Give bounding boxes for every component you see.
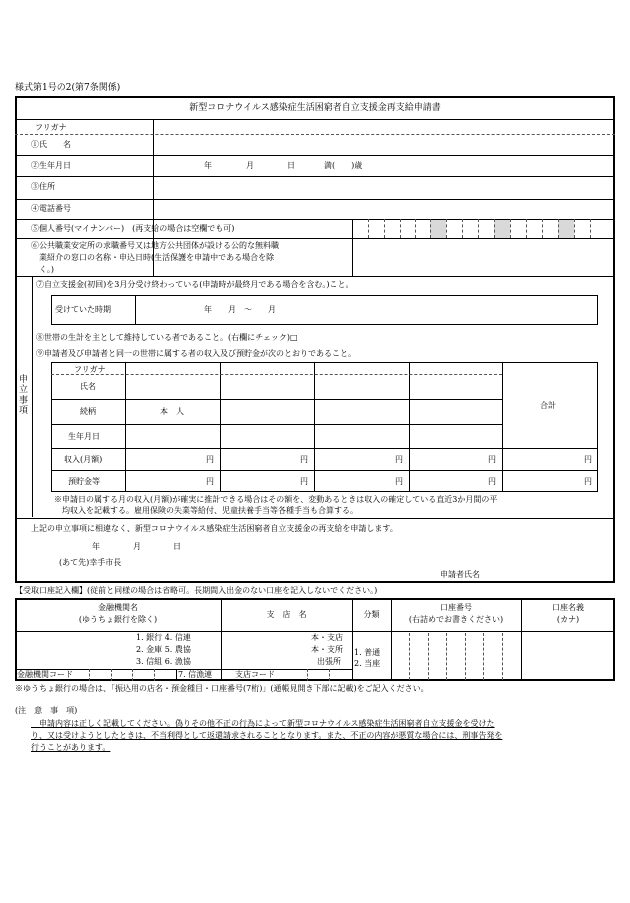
yen-unit: 円 (300, 477, 308, 486)
job-search-label-2: 業紹介の窓口の名称・申込日時(生活保護を申請中である場合を除 (31, 253, 275, 262)
bank-holder-subheader: (カナ) (556, 615, 580, 624)
declaration-text: 上記の申立事項に相違なく、新型コロナウイルス感染症生活困窮者自立支援金の再支給を申請します。 (31, 524, 398, 533)
yen-unit: 円 (488, 455, 496, 464)
period-label: 受けていた時期 (55, 305, 111, 314)
yen-unit: 円 (395, 477, 403, 486)
account-type-option-1: 1. 普通 (354, 648, 381, 657)
household-member-4-cells[interactable] (411, 364, 500, 490)
institution-option-7: 7. 信漁連 (178, 670, 213, 679)
declaration-year-unit: 年 (92, 542, 100, 551)
account-number-input[interactable] (392, 633, 520, 680)
bank-institution-header: 金融機関名 (98, 603, 138, 612)
mynumber-boxes[interactable] (352, 219, 615, 238)
branch-option-3: 出張所 (317, 657, 341, 666)
mynumber-label: ⑤個人番号(マイナンバー) (再支給の場合は空欄でも可) (31, 224, 235, 233)
caution-line-1: 申請内容は正しく記載してください。偽りその他不正の行為によって新型コロナウイルス感染症生活困窮者自立支援金を受けた (31, 719, 495, 728)
yen-unit: 円 (206, 477, 214, 486)
furigana-input[interactable] (155, 121, 613, 133)
yucho-note: ※ゆうちょ銀行の場合は、「振込用の店名・預金種目・口座番号(7桁)」(通帳見開き下部に記載)をご記入ください。 (15, 684, 429, 693)
household-furigana-label: フリガナ (74, 365, 106, 374)
declaration-date-input[interactable] (60, 540, 190, 553)
household-member-1-cells[interactable] (127, 364, 218, 490)
item8-text: ⑧世帯の生計を主として維持している者であること。(右欄にチェック)□ (36, 333, 298, 342)
bank-type-header: 分類 (363, 610, 380, 619)
household-birth-label: 生年月日 (68, 432, 100, 441)
household-relation-self: 本 人 (160, 407, 184, 416)
household-total-label: 合計 (540, 401, 556, 410)
declaration-day-unit: 日 (173, 542, 181, 551)
branch-code-label: 支店コード (235, 670, 275, 679)
institution-option-1: 1. 銀行 4. 信連 (136, 633, 191, 642)
declaration-section-label (15, 375, 32, 416)
yen-unit: 円 (300, 455, 308, 464)
institution-option-3: 3. 信組 6. 漁協 (136, 657, 191, 666)
form-number: 様式第1号の2(第7条関係) (15, 83, 121, 93)
household-member-3-cells[interactable] (316, 364, 407, 490)
addressee: (あて先)幸手市長 (59, 558, 122, 567)
household-total-cells[interactable] (504, 450, 596, 490)
yen-unit: 円 (395, 455, 403, 464)
branch-code-input[interactable] (290, 670, 351, 680)
bank-section-header: 【受取口座記入欄】(従前と同様の場合は省略可。長期間入出金のない口座を記入しないでください。) (15, 586, 378, 595)
household-name-label: 氏名 (80, 382, 96, 391)
job-search-label-3: く。) (31, 265, 54, 274)
household-relation-label: 続柄 (80, 407, 96, 416)
name-label: ①氏 名 (31, 140, 71, 149)
branch-option-2: 本・支所 (311, 645, 343, 654)
name-input[interactable] (155, 136, 613, 154)
yen-unit: 円 (584, 477, 592, 486)
period-input[interactable] (137, 297, 596, 323)
bank-institution-subheader: (ゆうちょ銀行を除く) (78, 615, 158, 624)
institution-option-2: 2. 金庫 5. 農協 (136, 645, 191, 654)
address-label: ③住所 (31, 182, 55, 191)
institution-code-label: 金融機関コード (17, 670, 73, 679)
yen-unit: 円 (584, 455, 592, 464)
declaration-month-unit: 月 (133, 542, 141, 551)
account-type-option-2: 2. 当座 (354, 659, 381, 668)
job-search-input[interactable] (354, 240, 613, 275)
bank-account-subheader: (右詰めでお書きください) (408, 615, 504, 624)
household-member-2-cells[interactable] (222, 364, 312, 490)
period-value: 年 月 ～ 月 (204, 305, 276, 314)
item7-text: ⑦自立支援金(初回)を3月分受け終わっている(申請時が最終月である場合を含む。)こと。 (36, 280, 354, 289)
bank-account-header: 口座番号 (440, 603, 472, 612)
caution-title: (注 意 事 項) (15, 706, 78, 715)
institution-name-input[interactable] (17, 633, 127, 668)
applicant-name-input[interactable] (490, 566, 610, 580)
birth-age-unit: 満( )歳 (324, 161, 363, 170)
form-title: 新型コロナウイルス感染症生活困窮者自立支援金再支給申請書 (189, 103, 441, 113)
birth-day-unit: 日 (287, 161, 295, 170)
caution-line-2: り、又は受けようとしたときは、不当利得として返還請求されることとなります。また、不正の内容が悪質な場合には、刑事告発を (31, 731, 503, 740)
job-search-label-1: ⑥公共職業安定所の求職番号又は地方公共団体が設ける公的な無料職 (31, 241, 279, 250)
birthdate-label: ②生年月日 (31, 161, 71, 170)
branch-option-1: 本・支店 (311, 633, 343, 642)
birth-month-unit: 月 (246, 161, 254, 170)
item9-text: ⑨申請者及び申請者と同一の世帯に属する者の収入及び預貯金が次のとおりであること。 (36, 349, 356, 358)
account-holder-input[interactable] (523, 633, 613, 680)
income-note-2: 均収入を記載する。雇用保険の失業等給付、児童扶養手当等各種手当も合算する。 (54, 506, 358, 515)
bank-branch-header: 支 店 名 (266, 610, 307, 619)
phone-label: ④電話番号 (31, 204, 71, 213)
applicant-name-label: 申請者氏名 (440, 570, 480, 579)
income-note-1: ※申請日の属する月の収入(月額)が確実に推計できる場合はその額を、変動あるときは収入の確定している直近3か月間の平 (54, 495, 498, 504)
birthdate-input[interactable] (155, 157, 613, 175)
birth-year-unit: 年 (204, 161, 212, 170)
yen-unit: 円 (488, 477, 496, 486)
household-savings-label: 預貯金等 (68, 477, 100, 486)
declaration-section-text: 申立事項 (19, 375, 29, 417)
yen-unit: 円 (206, 455, 214, 464)
furigana-label: フリガナ (35, 123, 67, 132)
address-input[interactable] (155, 178, 613, 198)
bank-holder-header: 口座名義 (552, 603, 584, 612)
caution-line-3: 行うことがあります。 (31, 743, 111, 752)
branch-name-input[interactable] (223, 633, 308, 668)
household-income-label: 収入(月額) (64, 455, 103, 464)
item8-checkbox[interactable] (363, 332, 372, 342)
institution-code-input[interactable] (90, 670, 175, 680)
phone-input[interactable] (155, 201, 613, 217)
